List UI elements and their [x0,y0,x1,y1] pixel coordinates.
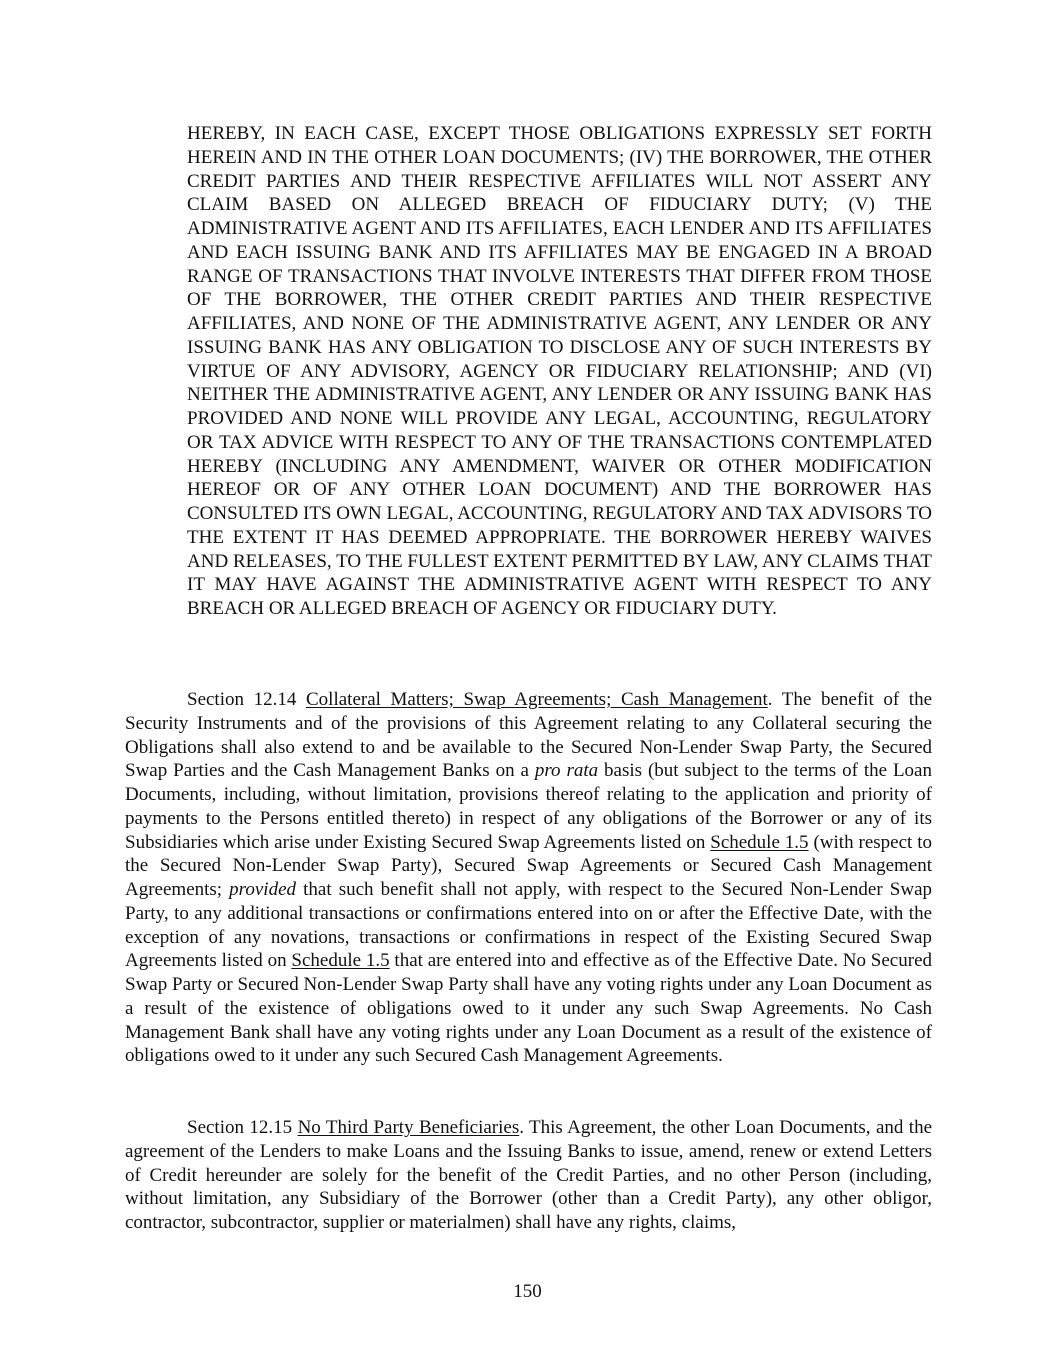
section-text: . The benefit of the Security Instruments and of the provisions of this Agreement relating to any Collateral securing the Obligations shall also extend to and be available to the Secured Non-Lender Swap Party, the Secured Swap Parties and the Cash Management Banks on a [125,689,933,782]
section-number: Section 12.15 [187,1117,293,1138]
section-text: that such benefit shall not apply, with respect to the Secured Non-Lender Swap Party, to any additional transactions or confirmations entered into on or after the Effective Date, with the exception of any novations, transactions or confirmations in respect of the Existing Secured Swap Agreements listed on [125,879,932,972]
section-text: (with respect to the Secured Non-Lender Swap Party), Secured Swap Agreements or Secured Cash Management Agreements; [125,831,932,900]
italic-provided: provided [229,879,297,900]
section-number: Section 12.14 [187,689,297,710]
section-text: that are entered into and effective as of the Effective Date. No Secured Swap Party or Secured Non-Lender Swap Party shall have any voting rights under any Loan Document as a result of the existence of obligations owed to it under any such Swap Agreements. No Cash Management Bank shall have any voting rights under any Loan Document as a result of the existence of obligations owed to it under any such Secured Cash Management Agreements. [125,950,933,1067]
section-text: basis (but subject to the terms of the Loan Documents, including, without limitation, provisions thereof relating to the application and priority of payments to the Persons entitled thereto) in respect of any obligations of the Borrower or any of its Subsidiaries which arise under Existing Secured Swap Agreements listed on [125,760,932,853]
section-text: . This Agreement, the other Loan Documents, and the agreement of the Lenders to make Loans and the Issuing Banks to issue, amend, renew or extend Letters of Credit hereunder are solely for the benefit of the Credit Parties, and no other Person (including, without limitation, any Subsidiary of the Borrower (other than a Credit Party), any other obligor, contractor, subcontractor, supplier or materialmen) shall have any rights, claims, [125,1117,933,1233]
section-12-14 [125,688,932,1068]
section-heading: Collateral Matters; Swap Agreements; Cash Management [306,689,768,710]
section-heading: No Third Party Beneficiaries [297,1117,520,1138]
schedule-reference: Schedule 1.5 [710,831,809,853]
caps-paragraph: HEREBY, IN EACH CASE, EXCEPT THOSE OBLIGATIONS EXPRESSLY SET FORTH HEREIN AND IN THE OTHER LOAN DOCUMENTS; (IV) THE BORROWER, THE OTHER CREDIT PARTIES AND THEIR RESPECTIVE AFFILIATES WILL NOT ASSERT ANY CLAIM BASED ON ALLEGED BREACH OF FIDUCIARY DUTY; (V) THE ADMINISTRATIVE AGENT AND ITS AFFILIATES, EACH LENDER AND ITS AFFILIATES AND EACH ISSUING BANK AND ITS AFFILIATES MAY BE ENGAGED IN A BROAD RANGE OF TRANSACTIONS THAT INVOLVE INTERESTS THAT DIFFER FROM THOSE OF THE BORROWER, THE OTHER CREDIT PARTIES AND THEIR RESPECTIVE AFFILIATES, AND NONE OF THE ADMINISTRATIVE AGENT, ANY LENDER OR ANY ISSUING BANK HAS ANY OBLIGATION TO DISCLOSE ANY OF SUCH INTERESTS BY VIRTUE OF ANY ADVISORY, AGENCY OR FIDUCIARY RELATIONSHIP; AND (VI) NEITHER THE ADMINISTRATIVE AGENT, ANY LENDER OR ANY ISSUING BANK HAS PROVIDED AND NONE WILL PROVIDE ANY LEGAL, ACCOUNTING, REGULATORY OR TAX ADVICE WITH RESPECT TO ANY OF THE TRANSACTIONS CONTEMPLATED HEREBY (INCLUDING ANY AMENDMENT, WAIVER OR OTHER MODIFICATION HEREOF OR OF ANY OTHER LOAN DOCUMENT) AND THE BORROWER HAS CONSULTED ITS OWN LEGAL, ACCOUNTING, REGULATORY AND TAX ADVISORS TO THE EXTENT IT HAS DEEMED APPROPRIATE. THE BORROWER HEREBY WAIVES AND RELEASES, TO THE FULLEST EXTENT PERMITTED BY LAW, ANY CLAIMS THAT IT MAY HAVE AGAINST THE ADMINISTRATIVE AGENT WITH RESPECT TO ANY BREACH OR ALLEGED BREACH OF AGENCY OR FIDUCIARY DUTY. [187,123,932,619]
page-number: 150 [513,1281,542,1302]
section-12-15 [125,1116,932,1235]
schedule-reference: Schedule 1.5 [291,950,390,972]
italic-pro-rata: pro rata [534,760,599,782]
